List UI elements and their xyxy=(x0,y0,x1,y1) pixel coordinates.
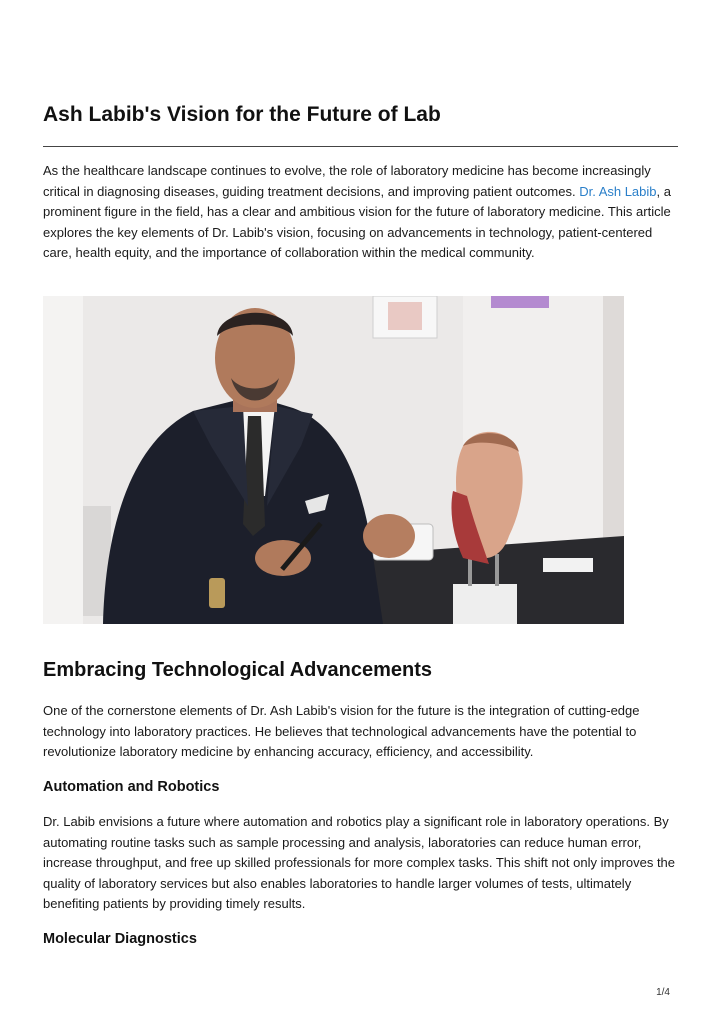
dr-ash-labib-link[interactable]: Dr. Ash Labib xyxy=(579,183,657,199)
intro-paragraph xyxy=(43,161,679,264)
intro-text-after-link: , a prominent figure in the field, has a clear and ambitious vision for the future of laboratory medicine. This article explores the key elements of Dr. Labib's vision, focusing on advancements in technology, patient-centered care, health equity, and the importance of collaboration within the medical community. xyxy=(43,183,671,260)
subheading-molecular: Molecular Diagnostics xyxy=(43,931,197,947)
article-title: Ash Labib's Vision for the Future of Lab xyxy=(43,103,441,126)
intro-text-before-link: As the healthcare landscape continues to evolve, the role of laboratory medicine has become increasingly critical in diagnosing diseases, guiding treatment decisions, and improving patient outcomes. xyxy=(43,163,651,199)
photo-man-with-anatomical-head-model-icon xyxy=(43,296,624,624)
article-photo xyxy=(43,296,624,624)
title-divider xyxy=(43,146,678,147)
tech-paragraph: One of the cornerstone elements of Dr. Ash Labib's vision for the future is the integration of cutting-edge technology into laboratory practices. He believes that technological advancements have the potential to revolutionize laboratory medicine by enhancing accuracy, efficiency, and accessibility. xyxy=(43,703,640,759)
section-heading-tech: Embracing Technological Advancements xyxy=(43,659,432,681)
automation-paragraph: Dr. Labib envisions a future where automation and robotics play a significant role in laboratory operations. By automating routine tasks such as sample processing and analysis, laboratories can reduce human error, increase throughput, and free up skilled professionals for more complex tasks. This shift not only improves the quality of laboratory services but also enables laboratories to handle larger volumes of tests, ultimately benefiting patients by providing timely results. xyxy=(43,814,676,911)
subheading-automation: Automation and Robotics xyxy=(43,779,220,795)
page-number: 1/4 xyxy=(656,987,670,998)
